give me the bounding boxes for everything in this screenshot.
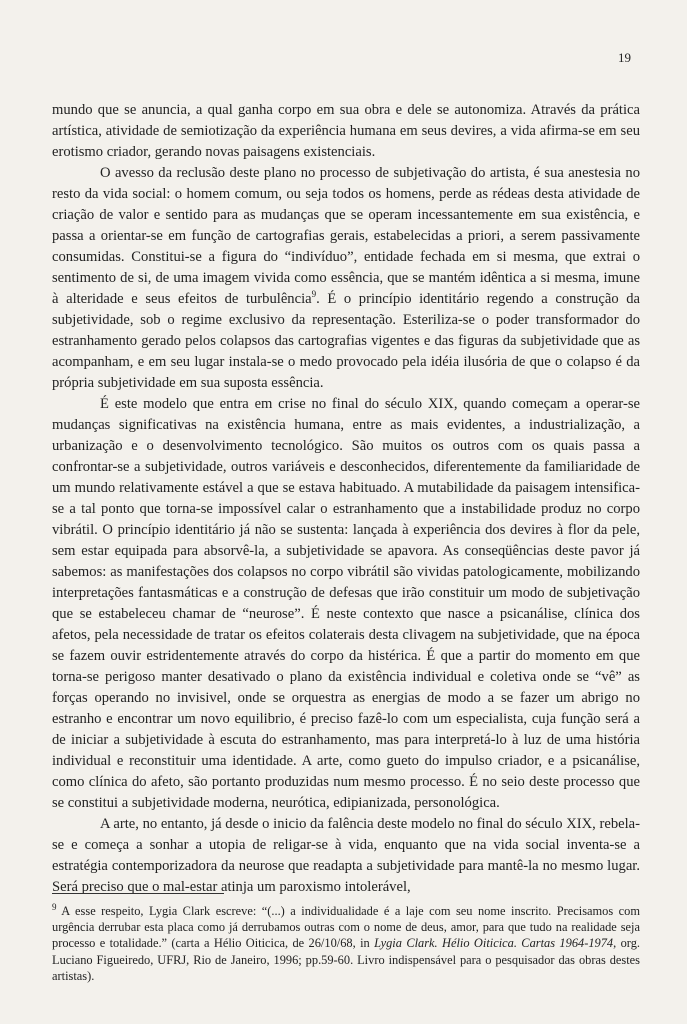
- footnote-book-title: Lygia Clark. Hélio Oiticica. Cartas 1964-1974: [374, 936, 614, 951]
- paragraph-4: A arte, no entanto, já desde o inicio da falência deste modelo no final do século XIX, rebela-se e começa a sonhar a utopia de religar-se à vida, enquanto que na vida social inventa-se a estratégia contemporizadora da neurose que readapta a subjetividade para mantê-la no mesmo lugar. Será preciso que o mal-estar atinja um paroxismo intolerável,: [52, 816, 640, 895]
- paragraph-2: [52, 163, 640, 394]
- paragraph-2-text-before-ref: O avesso da reclusão deste plano no processo de subjetivação do artista, é sua anestesia no resto da vida social: o homem comum, ou seja todos os homens, perde as rédeas desta atividade de criação de valor e sentido para as mudanças que se operam incessantemente em sua existência, e passa a orientar-se em função de cartografias gerais, estabelecidas a priori, a serem passivamente consumidas. Constitui-se a figura do “indivíduo”, entidade fechada em si mesma, que extrai o sentimento de si, de uma imagem vivida como essência, que se mantém idêntica a si mesma, imune à alteridade e seus efeitos de turbulência: [52, 165, 640, 307]
- paragraph-3: É este modelo que entra em crise no final do século XIX, quando começam a operar-se mudanças significativas na existência humana, entre as mais evidentes, a industrialização, a urbanização e o desenvolvimento tecnológico. São muitos os outros com os quais passa a confrontar-se a subjetividade, outros variáveis e desconhecidos, diferentemente da familiaridade de um mundo relativamente estável a que se estava habituado. A mutabilidade da paisagem intensifica-se a tal ponto que torna-se impossível calar o estranhamento que a instabilidade produz no corpo vibrátil. O princípio identitário já não se sustenta: lançada à experiência dos devires à flor da pele, sem estar equipada para absorvê-la, a subjetividade se apavora. As conseqüências deste pavor já sabemos: as manifestações dos colapsos no corpo vibrátil são vividas patologicamente, mobilizando interpretações fantasmáticas e a construção de defesas que irão constituir um modo de subjetivação que se estabeleceu chamar de “neurose”. É neste contexto que nasce a psicanálise, clínica dos afetos, pela necessidade de tratar os efeitos colaterais desta clivagem na subjetividade, que na época se fazem ouvir estridentemente através do corpo da histérica. É que a partir do momento em que torna-se perigoso manter desativado o plano da existência individual e coletiva onde se “vê” as forças operando no invisivel, onde se orquestra as energias de modo a se fazer um abrigo no estranho e encontrar um novo equilibrio, é preciso fazê-lo com um especialista, cuja função será a de iniciar a subjetividade à escuta do estranhamento, mas para interpretá-lo à luz de uma história individual e reconstituir uma identidade. A arte, como gueto do impulso criador, e a psicanálise, como clínica do afeto, são portanto produzidas num mesmo processo. É no seio deste processo que se constitui a subjetividade moderna, neurótica, edipianizada, personológica.: [52, 396, 640, 811]
- page-number: 19: [618, 50, 631, 65]
- footnote-text-before-title: A esse respeito, Lygia Clark escreve: “(...) a individualidade é a laje com seu nome inscrito. Precisamos com urgência derrubar esta placa como já derrubamos outras com o nome de deus, amor, para que tudo na realidade seja processo e totalidade.” (carta a Hélio Oiticica, de 26/10/68, in: [52, 904, 640, 951]
- paragraph-1: mundo que se anuncia, a qual ganha corpo em sua obra e dele se autonomiza. Através da prática artística, atividade de semiotização da experiência humana em seus devires, a vida afirma-se em seu erotismo criador, gerando novas paisagens existenciais.: [52, 102, 640, 160]
- body-text: [52, 100, 640, 898]
- footnote-divider: [52, 893, 224, 894]
- footnote: [52, 903, 640, 984]
- footnote-marker: 9: [52, 901, 57, 912]
- paragraph-2-text-after-ref: . É o princípio identitário regendo a construção da subjetividade, sob o regime exclusivo da representação. Esteriliza-se o poder transformador do estranhamento gerado pelos colapsos das cartografias vigentes e das figuras da subjetividade que as acompanham, e em seu lugar instala-se o medo provocado pela idéia ilusória de que o colapso é da própria subjetividade em sua suposta essência.: [52, 291, 640, 391]
- footnote-text-after-title: , org. Luciano Figueiredo, UFRJ, Rio de Janeiro, 1996; pp.59-60. Livro indispensável para o pesquisador das obras destes artistas).: [52, 936, 640, 983]
- footnote-reference: 9: [311, 289, 317, 300]
